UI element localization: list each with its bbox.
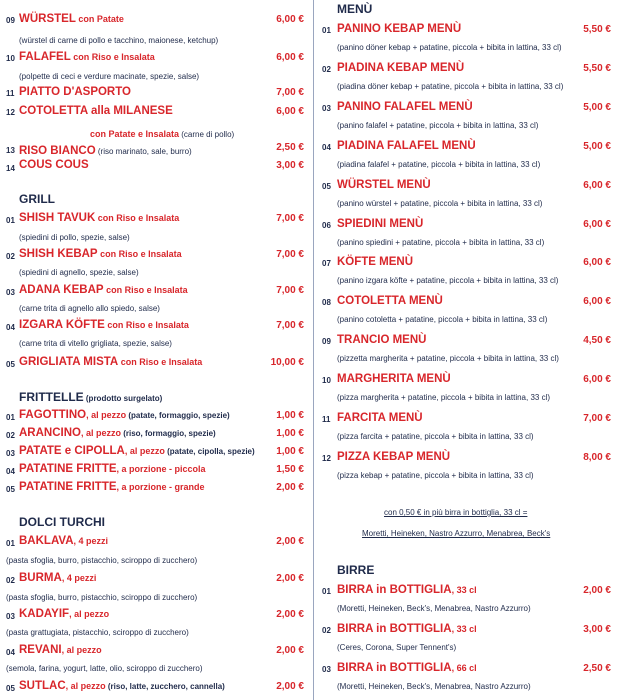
menu-item-cotoletta: COTOLETTA alla MILANESE [19, 105, 173, 117]
item-subtitle: con Patate [75, 14, 124, 24]
item-price: 2,00 € [276, 681, 304, 692]
item-price: 1,50 € [276, 464, 304, 475]
item-description: (würstel di carne di pollo e tacchino, maionese, ketchup) [19, 36, 219, 45]
section-heading-frittelle [19, 390, 162, 404]
menu-combo-title: SPIEDINI MENÙ [337, 218, 424, 230]
item-number: 03 [322, 665, 331, 674]
item-number: 03 [6, 449, 15, 458]
item-description: (polpette di ceci e verdure macinate, spezie, salse) [19, 72, 200, 81]
item-number: 10 [6, 54, 15, 63]
menu-item-revani [19, 644, 102, 656]
item-subtitle: , 33 cl [451, 624, 477, 634]
item-price: 3,00 € [583, 624, 611, 635]
item-description: (Moretti, Heineken, Beck's, Menabrea, Nastro Azzurro) [337, 604, 531, 613]
item-description: (pizzetta margherita + patatine, piccola + bibita in lattina, 33 cl) [337, 354, 559, 363]
item-title: RISO BIANCO [19, 145, 96, 157]
item-price: 6,00 € [583, 296, 611, 307]
heading-subtitle: (prodotto surgelato) [83, 394, 163, 403]
item-subtitle: , al pezzo [65, 681, 106, 691]
item-subtitle: , a porzione - piccola [116, 464, 206, 474]
menu-item-wurstel [19, 13, 124, 25]
item-price: 2,00 € [276, 573, 304, 584]
item-description: (Ceres, Corona, Super Tennent's) [337, 643, 457, 652]
item-title: BAKLAVA [19, 535, 74, 547]
item-number: 06 [322, 221, 331, 230]
item-description: (carne trita di vitello grigliata, spezie, salse) [19, 339, 172, 348]
item-number: 05 [6, 684, 15, 693]
item-price: 2,00 € [276, 536, 304, 547]
section-heading-menu: MENÙ [337, 2, 373, 16]
item-number: 02 [322, 65, 331, 74]
item-subtitle: con Riso e Insalata [104, 320, 189, 330]
item-subtitle: con Patate e Insalata [90, 129, 180, 139]
item-description: (piadina döner kebap + patatine, piccola + bibita in lattina, 33 cl) [337, 82, 564, 91]
menu-item-izgara-kofte [19, 319, 189, 331]
menu-item-adana-kebap [19, 284, 188, 296]
item-subtitle: con Riso e Insalata [95, 213, 180, 223]
beer-brands-note: Moretti, Heineken, Nastro Azzurro, Menabrea, Beck's [362, 529, 551, 538]
menu-item-falafel [19, 51, 155, 63]
menu-item-burma [19, 572, 96, 584]
item-description: (pizza margherita + patatine, piccola + bibita in lattina, 33 cl) [337, 393, 551, 402]
item-description: (panino döner kebap + patatine, piccola + bibita in lattina, 33 cl) [337, 43, 562, 52]
item-subtitle: , 4 pezzi [73, 536, 109, 546]
item-number: 02 [6, 576, 15, 585]
menu-item-shish-kebap [19, 248, 182, 260]
item-description: (spiedini di pollo, spezie, salse) [19, 233, 130, 242]
menu-item-patatine-grande [19, 481, 205, 493]
item-description: (piadina falafel + patatine, piccola + bibita in lattina, 33 cl) [337, 160, 541, 169]
menu-item-riso [19, 141, 192, 159]
item-number: 04 [6, 323, 15, 332]
item-title: PATATE e CIPOLLA [19, 445, 125, 457]
menu-combo-title: WÜRSTEL MENÙ [337, 179, 431, 191]
item-title: BIRRA in BOTTIGLIA [337, 584, 452, 596]
item-subtitle: , al pezzo [69, 609, 110, 619]
item-price: 5,00 € [583, 102, 611, 113]
item-description: (riso, latte, zucchero, cannella) [105, 682, 225, 691]
item-number: 03 [6, 612, 15, 621]
item-subtitle: con Riso e Insalata [70, 52, 155, 62]
item-price: 6,00 € [583, 180, 611, 191]
item-description: (panino spiedini + patatine, piccola + bibita in lattina, 33 cl) [337, 238, 545, 247]
menu-item-arancino [19, 427, 216, 439]
menu-combo-title: COTOLETTA MENÙ [337, 295, 443, 307]
item-price: 6,00 € [583, 219, 611, 230]
menu-item-fagottino [19, 409, 230, 421]
item-description: (patate, cipolla, spezie) [164, 447, 255, 456]
item-description: (pizza kebap + patatine, piccola + bibita in lattina, 33 cl) [337, 471, 534, 480]
item-number: 01 [322, 26, 331, 35]
item-subtitle: , al pezzo [86, 410, 127, 420]
item-description: (Moretti, Heineken, Beck's, Menabrea, Nastro Azzurro) [337, 682, 531, 691]
column-divider [313, 0, 314, 700]
item-price: 3,00 € [276, 160, 304, 171]
item-number: 03 [6, 288, 15, 297]
item-price: 1,00 € [276, 410, 304, 421]
menu-item-shish-tavuk [19, 212, 179, 224]
item-price: 2,00 € [276, 482, 304, 493]
item-number: 12 [322, 454, 331, 463]
item-number: 12 [6, 108, 15, 117]
item-description: (spiedini di agnello, spezie, salse) [19, 268, 139, 277]
item-title: ADANA KEBAP [19, 284, 104, 296]
item-title: REVANI [19, 644, 62, 656]
item-price: 5,50 € [583, 63, 611, 74]
item-price: 7,00 € [276, 320, 304, 331]
item-description: (pasta sfoglia, burro, pistacchio, sciroppo di zucchero) [6, 556, 198, 565]
item-number: 01 [6, 539, 15, 548]
item-price: 7,00 € [276, 249, 304, 260]
item-number: 11 [322, 415, 331, 424]
item-price: 6,00 € [583, 257, 611, 268]
menu-combo-title: PIZZA KEBAP MENÙ [337, 451, 451, 463]
item-title: WÜRSTEL [19, 13, 76, 25]
menu-combo-title: MARGHERITA MENÙ [337, 373, 451, 385]
item-price: 7,00 € [276, 285, 304, 296]
item-title: BIRRA in BOTTIGLIA [337, 662, 452, 674]
beer-item [337, 662, 477, 674]
item-number: 09 [322, 337, 331, 346]
menu-combo-title: PIADINA FALAFEL MENÙ [337, 140, 476, 152]
item-number: 02 [6, 431, 15, 440]
menu-item-piatto: PIATTO D'ASPORTO [19, 86, 131, 98]
item-number: 10 [322, 376, 331, 385]
item-number: 03 [322, 104, 331, 113]
item-subtitle: , 4 pezzi [61, 573, 97, 583]
item-description: (semola, farina, yogurt, latte, olio, sciroppo di zucchero) [6, 664, 203, 673]
menu-item-kadayif [19, 608, 109, 620]
menu-combo-title: KÖFTE MENÙ [337, 256, 414, 268]
item-price: 4,50 € [583, 335, 611, 346]
menu-combo-title: PANINO FALAFEL MENÙ [337, 101, 473, 113]
item-price: 6,00 € [276, 106, 304, 117]
item-description: (pasta grattugiata, pistacchio, sciroppo di zucchero) [6, 628, 189, 637]
cotoletta-detail [90, 124, 234, 142]
item-title: SHISH KEBAP [19, 248, 98, 260]
item-price: 2,00 € [583, 585, 611, 596]
item-number: 02 [322, 626, 331, 635]
item-title: SUTLAC [19, 680, 66, 692]
item-number: 02 [6, 252, 15, 261]
section-heading-dolci: DOLCI TURCHI [19, 515, 105, 529]
item-subtitle: con Riso e Insalata [97, 249, 182, 259]
menu-item-baklava [19, 535, 108, 547]
item-price: 1,00 € [276, 446, 304, 457]
menu-item-sutlac [19, 680, 225, 692]
item-price: 5,50 € [583, 24, 611, 35]
item-price: 2,50 € [276, 142, 304, 153]
menu-combo-title: FARCITA MENÙ [337, 412, 423, 424]
item-description: (panino würstel + patatine, piccola + bibita in lattina, 33 cl) [337, 199, 543, 208]
menu-item-couscous: COUS COUS [19, 159, 89, 171]
menu-combo-title: TRANCIO MENÙ [337, 334, 427, 346]
item-subtitle: , al pezzo [61, 645, 102, 655]
item-title: GRIGLIATA MISTA [19, 356, 119, 368]
item-title: PATATINE FRITTE [19, 481, 117, 493]
item-subtitle: , 66 cl [451, 663, 477, 673]
beer-item [337, 584, 477, 596]
beer-item [337, 623, 477, 635]
item-description: (patate, formaggio, spezie) [126, 411, 230, 420]
item-number: 05 [6, 485, 15, 494]
item-subtitle: con Riso e Insalata [118, 357, 203, 367]
item-price: 6,00 € [276, 52, 304, 63]
item-number: 04 [6, 648, 15, 657]
item-number: 11 [6, 89, 15, 98]
item-price: 2,50 € [583, 663, 611, 674]
item-subtitle: , 33 cl [451, 585, 477, 595]
item-price: 2,00 € [276, 645, 304, 656]
item-number: 01 [6, 413, 15, 422]
menu-item-patate-cipolla [19, 445, 255, 457]
item-title: ARANCINO [19, 427, 81, 439]
item-number: 14 [6, 164, 15, 173]
section-heading-birre: BIRRE [337, 563, 375, 577]
item-title: PATATINE FRITTE [19, 463, 117, 475]
item-title: SHISH TAVUK [19, 212, 96, 224]
item-price: 7,00 € [583, 413, 611, 424]
item-subtitle: , a porzione - grande [116, 482, 205, 492]
item-number: 04 [6, 467, 15, 476]
item-description: (carne trita di agnello allo spiedo, salse) [19, 304, 160, 313]
item-number: 13 [6, 146, 15, 155]
item-title: BURMA [19, 572, 62, 584]
item-price: 5,00 € [583, 141, 611, 152]
item-subtitle: , al pezzo [124, 446, 165, 456]
item-description: (panino izgara köfte + patatine, piccola + bibita in lattina, 33 cl) [337, 276, 559, 285]
item-subtitle: , al pezzo [80, 428, 121, 438]
menu-item-grigliata-mista [19, 356, 202, 368]
item-number: 05 [6, 360, 15, 369]
item-number: 05 [322, 182, 331, 191]
item-price: 2,00 € [276, 609, 304, 620]
item-price: 6,00 € [276, 14, 304, 25]
item-description: (panino cotoletta + patatine, piccola + bibita in lattina, 33 cl) [337, 315, 548, 324]
menu-combo-title: PIADINA KEBAP MENÙ [337, 62, 465, 74]
item-description: (riso, formaggio, spezie) [121, 429, 216, 438]
item-description: (pizza farcita + patatine, piccola + bibita in lattina, 33 cl) [337, 432, 534, 441]
item-number: 01 [6, 216, 15, 225]
menu-combo-title: PANINO KEBAP MENÙ [337, 23, 462, 35]
item-subtitle: con Riso e Insalata [103, 285, 188, 295]
item-number: 08 [322, 298, 331, 307]
item-price: 1,00 € [276, 428, 304, 439]
item-number: 04 [322, 143, 331, 152]
item-title: FALAFEL [19, 51, 71, 63]
item-number: 07 [322, 259, 331, 268]
item-description: (pasta sfoglia, burro, pistacchio, sciroppo di zucchero) [6, 593, 198, 602]
item-description: (riso marinato, sale, burro) [95, 147, 192, 156]
item-price: 6,00 € [583, 374, 611, 385]
menu-item-patatine-piccola [19, 463, 206, 475]
item-title: BIRRA in BOTTIGLIA [337, 623, 452, 635]
item-number: 01 [322, 587, 331, 596]
item-title: KADAYIF [19, 608, 70, 620]
item-price: 7,00 € [276, 87, 304, 98]
item-title: IZGARA KÖFTE [19, 319, 105, 331]
item-price: 7,00 € [276, 213, 304, 224]
beer-upgrade-note: con 0,50 € in più birra in bottiglia, 33 cl = [384, 508, 528, 517]
item-description: (panino falafel + patatine, piccola + bibita in lattina, 33 cl) [337, 121, 539, 130]
item-number: 09 [6, 16, 15, 25]
item-description: (carne di pollo) [179, 130, 235, 139]
heading-text: FRITTELLE [19, 390, 84, 404]
section-heading-grill: GRILL [19, 192, 55, 206]
item-title: FAGOTTINO [19, 409, 87, 421]
item-price: 10,00 € [270, 357, 304, 368]
item-price: 8,00 € [583, 452, 611, 463]
